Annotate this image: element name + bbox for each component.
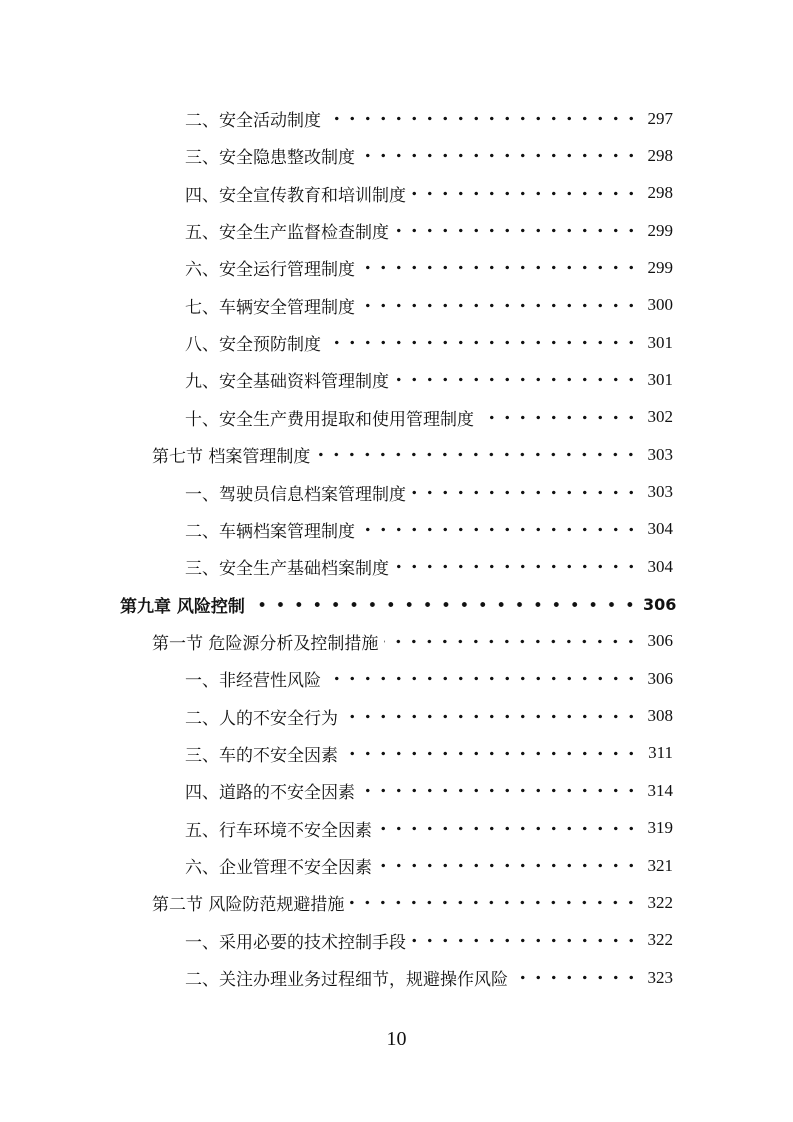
toc-entry-label: 七、车辆安全管理制度 bbox=[185, 297, 355, 318]
dot-leader bbox=[316, 436, 639, 473]
toc-entry-label: 三、安全隐患整改制度 bbox=[185, 148, 355, 169]
toc-section-entry[interactable] bbox=[152, 884, 673, 921]
toc-entry-label: 四、安全宣传教育和培训制度 bbox=[185, 185, 406, 206]
toc-entry-page-number: 302 bbox=[647, 407, 673, 427]
toc-item-entry[interactable] bbox=[185, 399, 673, 436]
toc-entry-label: 一、采用必要的技术控制手段 bbox=[185, 932, 406, 953]
toc-item-entry[interactable] bbox=[185, 287, 673, 324]
toc-item-entry[interactable] bbox=[185, 922, 673, 959]
toc-entry-page-number: 297 bbox=[647, 108, 673, 128]
toc-entry-page-number: 299 bbox=[647, 257, 673, 277]
toc-item-entry[interactable] bbox=[185, 810, 673, 847]
toc-entry-label: 九、安全基础资料管理制度 bbox=[185, 372, 389, 393]
dot-leader bbox=[361, 249, 639, 286]
toc-entry-label: 二、人的不安全行为 bbox=[185, 708, 338, 729]
toc-entry-page-number: 311 bbox=[648, 743, 673, 763]
dot-leader bbox=[384, 623, 639, 660]
toc-entry-label: 第一节 危险源分析及控制措施 bbox=[152, 633, 379, 654]
toc-entry-page-number: 304 bbox=[647, 556, 673, 576]
toc-entry-page-number: 304 bbox=[647, 519, 673, 539]
dot-leader bbox=[251, 586, 639, 623]
toc-item-entry[interactable] bbox=[185, 847, 673, 884]
dot-leader bbox=[412, 175, 639, 212]
toc-entry-label: 三、车的不安全因素 bbox=[185, 745, 338, 766]
toc-entry-page-number: 298 bbox=[647, 145, 673, 165]
toc-entry-page-number: 322 bbox=[647, 892, 673, 912]
dot-leader bbox=[378, 847, 639, 884]
toc-entry-label: 十、安全生产费用提取和使用管理制度 bbox=[185, 409, 474, 430]
toc-entry-label: 四、道路的不安全因素 bbox=[185, 783, 355, 804]
toc-item-entry[interactable] bbox=[185, 175, 673, 212]
toc-item-entry[interactable] bbox=[185, 100, 673, 137]
toc-item-entry[interactable] bbox=[185, 324, 673, 361]
toc-entry-label: 二、车辆档案管理制度 bbox=[185, 521, 355, 542]
dot-leader bbox=[361, 287, 639, 324]
dot-leader bbox=[378, 810, 639, 847]
dot-leader bbox=[514, 959, 639, 996]
toc-item-entry[interactable] bbox=[185, 361, 673, 398]
toc-entry-page-number: 303 bbox=[647, 482, 673, 501]
toc-entry-label: 五、行车环境不安全因素 bbox=[185, 820, 372, 841]
toc-entry-page-number: 314 bbox=[647, 780, 673, 800]
toc-item-entry[interactable] bbox=[185, 772, 673, 809]
toc-entry-page-number: 303 bbox=[647, 444, 673, 464]
toc-entry-page-number: 322 bbox=[647, 930, 673, 950]
dot-leader bbox=[361, 511, 639, 548]
dot-leader bbox=[395, 548, 639, 585]
toc-item-entry[interactable] bbox=[185, 249, 673, 286]
toc-entry-page-number: 306 bbox=[643, 594, 677, 614]
dot-leader bbox=[327, 100, 639, 137]
toc-entry-page-number: 306 bbox=[647, 668, 673, 688]
toc-entry-label: 六、安全运行管理制度 bbox=[185, 260, 355, 281]
toc-entry-page-number: 300 bbox=[647, 295, 673, 315]
toc-entry-page-number: 301 bbox=[647, 332, 673, 352]
toc-item-entry[interactable] bbox=[185, 511, 673, 548]
toc-entry-page-number: 298 bbox=[647, 183, 673, 203]
dot-leader bbox=[361, 137, 639, 174]
toc-entry-label: 二、关注办理业务过程细节，规避操作风险 bbox=[185, 970, 508, 991]
dot-leader bbox=[412, 922, 639, 959]
toc-entry-page-number: 306 bbox=[647, 631, 673, 651]
toc-chapter-entry[interactable] bbox=[120, 586, 677, 623]
toc-entry-label: 二、安全活动制度 bbox=[185, 111, 321, 131]
toc-item-entry[interactable] bbox=[185, 959, 673, 996]
toc-item-entry[interactable] bbox=[185, 212, 673, 249]
toc-entry-label: 第七节 档案管理制度 bbox=[152, 447, 311, 468]
dot-leader bbox=[327, 660, 639, 697]
dot-leader bbox=[344, 735, 639, 772]
dot-leader bbox=[395, 212, 639, 249]
toc-entry-label: 八、安全预防制度 bbox=[185, 335, 321, 356]
toc-entry-label: 一、驾驶员信息档案管理制度 bbox=[185, 484, 406, 505]
toc-entry-label: 三、安全生产基础档案制度 bbox=[185, 559, 389, 580]
toc-entry-page-number: 321 bbox=[647, 855, 673, 875]
toc-entry-page-number: 323 bbox=[647, 967, 673, 987]
toc-entry-label: 六、企业管理不安全因素 bbox=[185, 858, 372, 878]
toc-item-entry[interactable] bbox=[185, 474, 673, 511]
toc-item-entry[interactable] bbox=[185, 660, 673, 697]
toc-section-entry[interactable] bbox=[152, 436, 673, 473]
dot-leader bbox=[327, 324, 639, 361]
toc-entry-page-number: 299 bbox=[647, 220, 673, 240]
dot-leader bbox=[395, 361, 639, 398]
toc-entry-label: 一、非经营性风险 bbox=[185, 671, 321, 692]
page-number: 10 bbox=[386, 1028, 407, 1050]
dot-leader bbox=[412, 474, 639, 511]
toc-item-entry[interactable] bbox=[185, 137, 673, 174]
toc-item-entry[interactable] bbox=[185, 548, 673, 585]
dot-leader bbox=[480, 399, 639, 436]
toc-entry-label: 第九章 风险控制 bbox=[120, 596, 245, 617]
toc-item-entry[interactable] bbox=[185, 698, 673, 735]
dot-leader bbox=[344, 698, 639, 735]
toc-entry-label: 五、安全生产监督检查制度 bbox=[185, 223, 389, 244]
toc-entry-page-number: 319 bbox=[647, 818, 673, 838]
toc-entry-page-number: 308 bbox=[647, 706, 673, 726]
dot-leader bbox=[361, 772, 639, 809]
toc-section-entry[interactable] bbox=[152, 623, 673, 660]
toc-item-entry[interactable] bbox=[185, 735, 673, 772]
toc-entry-page-number: 301 bbox=[647, 369, 673, 389]
dot-leader bbox=[350, 884, 639, 921]
toc-entry-label: 第二节 风险防范规避措施 bbox=[152, 895, 345, 916]
